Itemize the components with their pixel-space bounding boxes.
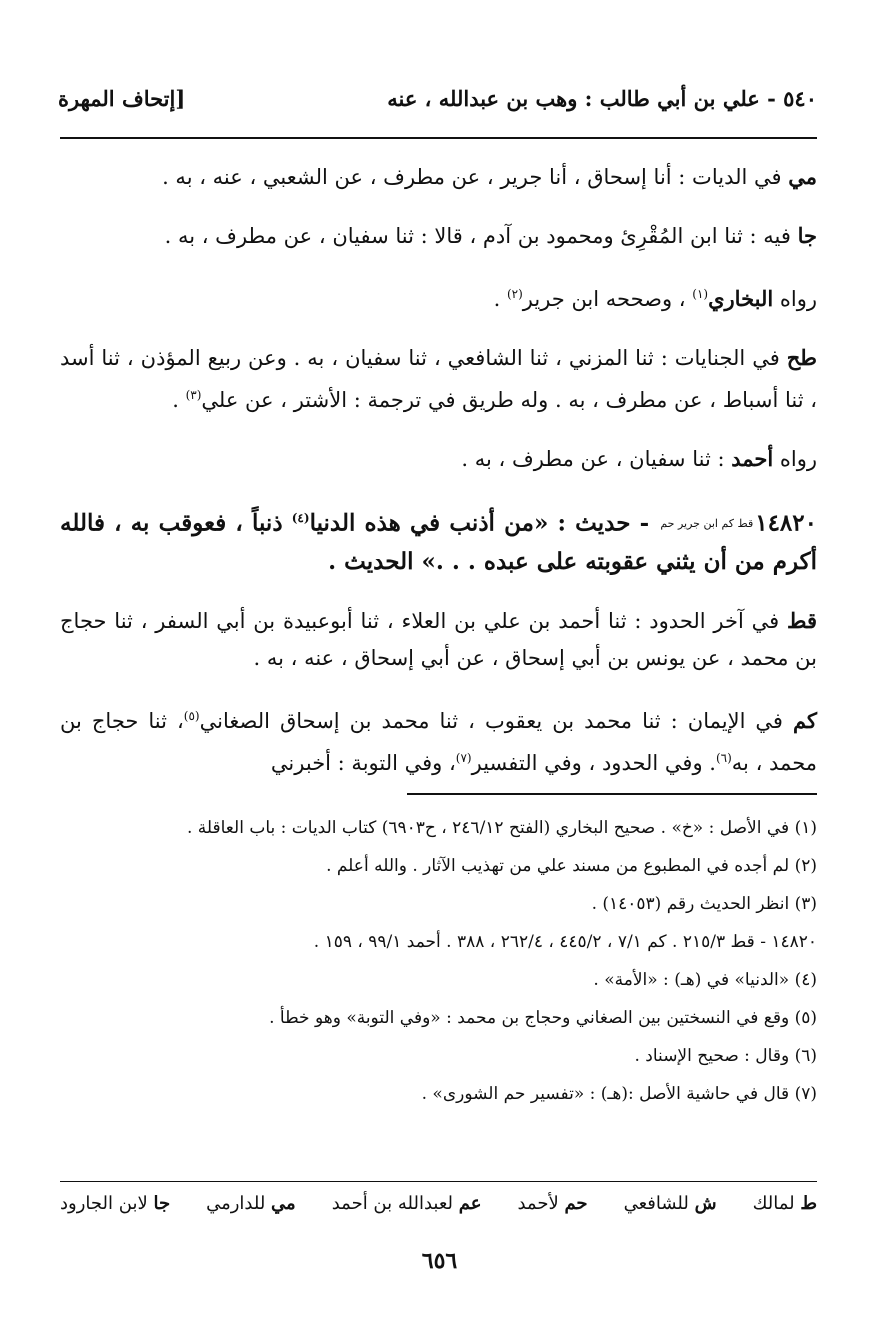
paragraph-text: فيه : ثنا ابن المُقْرِئ ومحمود بن آدم ، قالا : ثنا سفيان ، عن مطرف ، به . [164, 224, 798, 248]
footnote: (٤) «الدنيا» في (هـ) : «الأمة» . [593, 970, 817, 990]
paragraph-hakim [60, 698, 817, 782]
abbreviation-code: مي [271, 1193, 296, 1214]
paragraph-text: في الديات : أنا إسحاق ، أنا جرير ، عن مطرف ، عن الشعبي ، عنه ، به . [162, 165, 789, 189]
hadith-text: «من أذنب في هذه الدنيا [309, 509, 549, 537]
abbreviation-item [753, 1193, 817, 1214]
abbreviation-name: للشافعي [623, 1193, 695, 1214]
header-chapter-title: ٥٤٠ - علي بن أبي طالب : وهب بن عبدالله ، عنه [387, 86, 817, 111]
footnote-ref: (٣) [185, 388, 202, 402]
footnote: (٣) انظر الحديث رقم (١٤٠٥٣) . [591, 894, 817, 914]
hadith-number: ١٤٨٢٠ [755, 509, 817, 537]
paragraph-text: في الجنايات : ثنا المزني ، ثنا الشافعي ، ثنا سفيان ، به . وعن ربيع المؤذن ، ثنا أسد ، ثنا أسباط ، عن مطرف ، به . وله طريق في ترجمة : الأشتر ، عن علي [60, 346, 817, 412]
abbreviation-name: لابن الجارود [60, 1193, 154, 1214]
abbreviation-key [60, 1193, 817, 1214]
abbreviation-code: ش [694, 1193, 717, 1214]
paragraph-text: ، ثنا حجاج بن محمد ، به [60, 708, 817, 775]
abbreviation-rule [60, 1181, 817, 1182]
source-code: طح [786, 345, 817, 370]
text-segment: . [493, 287, 507, 311]
footnote-ref: (٧) [455, 750, 472, 765]
paragraph-bukhari [60, 276, 817, 318]
abbreviation-item [60, 1193, 170, 1214]
text-segment: . [172, 388, 186, 412]
abbreviation-code: حم [564, 1193, 588, 1214]
main-text [60, 158, 817, 803]
running-header [58, 86, 817, 126]
header-book-title: [إتحاف المهرة [58, 86, 186, 111]
paragraph-text: في آخر الحدود : ثنا أحمد بن علي بن العلاء ، ثنا أبوعبيدة بن أبي السفر ، ثنا حجاج بن محمد ، عن يونس بن أبي إسحاق ، عن أبي إسحاق ، عنه ، به . [60, 608, 817, 670]
source-name: أحمد [731, 446, 774, 471]
hadith-text: ذنباً ، فعوقب به ، فالله أكرم من أن يثني عقوبته على عبده . . .» الحديث . [60, 509, 817, 575]
abbreviation-name: للدارمي [206, 1193, 272, 1214]
footnote: (٥) وقع في النسختين بين الصغاني وحجاج بن محمد : «وفي التوبة» وهو خطأ . [269, 1008, 817, 1028]
footnote: (٢) لم أجده في المطبوع من مسند علي من تهذيب الآثار . والله أعلم . [326, 856, 817, 876]
paragraph-darimi [60, 158, 817, 196]
paragraph-ibn-jarud [60, 217, 817, 255]
abbreviation-code: ط [800, 1193, 817, 1214]
source-code: قط [787, 607, 817, 633]
hadith-source-codes: قط كم ابن جرير حم [660, 516, 754, 530]
paragraph-ahmad [60, 440, 817, 478]
hadith-heading [60, 499, 817, 581]
footnote: (١) في الأصل : «خ» . صحيح البخاري (الفتح ٢٤٦/١٢ ، ح٦٩٠٣) كتاب الديات : باب العاقلة . [186, 818, 817, 838]
text-segment: ، وصححه ابن جرير [522, 287, 693, 311]
text-segment: رواه [773, 447, 817, 471]
hadith-label: - حديث : [548, 509, 659, 537]
paragraph-text: ، وفي التوبة : أخبرني [270, 750, 456, 775]
footnote-ref: (٤) [291, 511, 310, 525]
paragraph-text: في الإيمان : ثنا محمد بن يعقوب ، ثنا محمد بن إسحاق الصغاني [199, 708, 794, 733]
paragraph-daraqutni [60, 602, 817, 677]
abbreviation-name: لعبدالله بن أحمد [331, 1193, 459, 1214]
source-code: مي [788, 164, 817, 189]
header-rule [60, 137, 817, 139]
footnote-ref: (٢) [506, 287, 523, 301]
text-segment: رواه [773, 287, 817, 311]
abbreviation-item [517, 1193, 587, 1214]
abbreviation-item [332, 1193, 482, 1214]
footnote: (٧) قال في حاشية الأصل :(هـ) : «تفسير حم الشورى» . [421, 1084, 817, 1104]
abbreviation-name: لأحمد [517, 1193, 565, 1214]
footnote-takhrij: ١٤٨٢٠ - قط ٢١٥/٣ . كم ٧/١ ، ٤٤٥/٢ ، ٢٦٢/٤ ، ٣٨٨ . أحمد ٩٩/١ ، ١٥٩ . [313, 932, 817, 952]
source-code: كم [793, 707, 817, 733]
source-name: البخاري [708, 286, 774, 311]
abbreviation-code: عم [458, 1193, 482, 1214]
footnote-ref: (٦) [715, 750, 732, 765]
text-segment: : ثنا سفيان ، عن مطرف ، به . [461, 447, 732, 471]
paragraph-tahawi [60, 339, 817, 419]
abbreviation-code: جا [153, 1193, 171, 1214]
page-number: ٦٥٦ [421, 1248, 458, 1274]
paragraph-text: . وفي الحدود ، وفي التفسير [471, 750, 716, 775]
footnote-ref: (١) [692, 287, 709, 301]
footnote: (٦) وقال : صحيح الإسناد . [634, 1046, 817, 1066]
footnote-rule [407, 793, 817, 795]
abbreviation-item [206, 1193, 296, 1214]
footnote-ref: (٥) [183, 708, 200, 723]
footnotes [60, 815, 817, 1119]
abbreviation-item [624, 1193, 717, 1214]
abbreviation-name: لمالك [752, 1193, 801, 1214]
source-code: جا [797, 223, 817, 248]
